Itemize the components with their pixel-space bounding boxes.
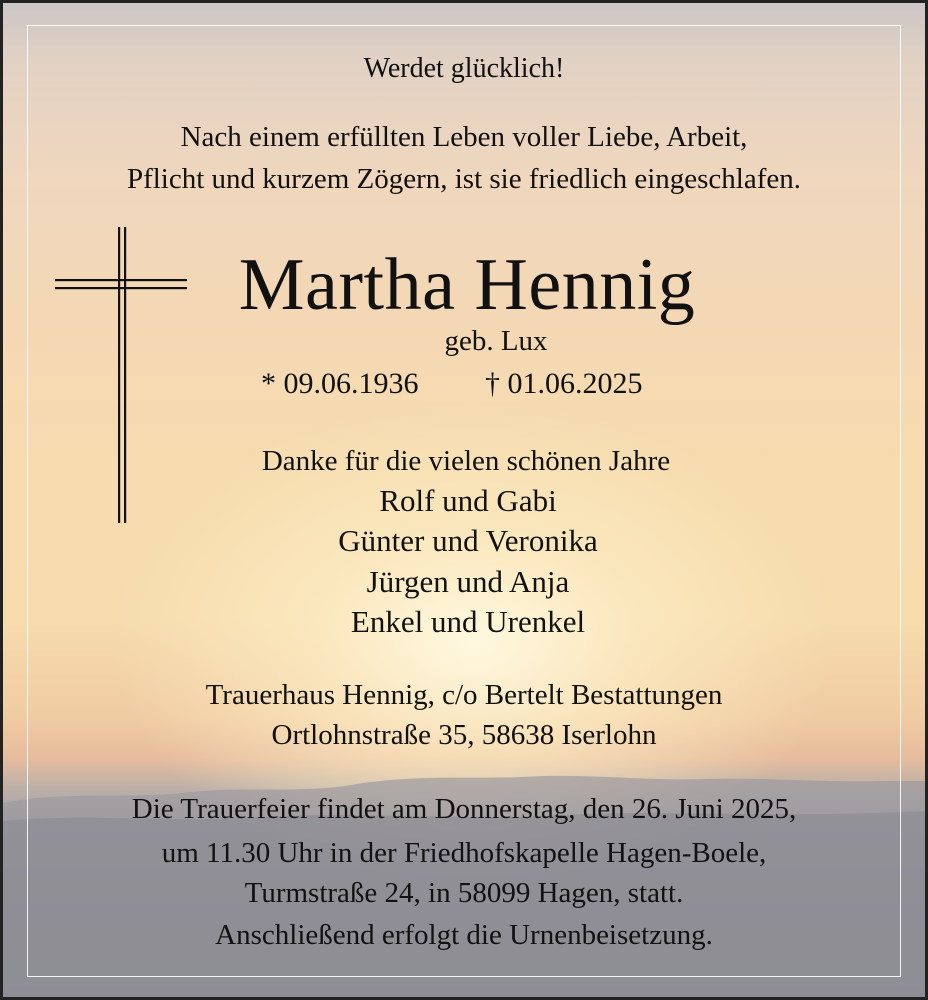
birth-name: geb. Lux [444,325,548,357]
address-line: Trauerhaus Hennig, c/o Bertelt Bestattungen [205,679,723,711]
address-line: Ortlohnstraße 35, 58638 Iserlohn [271,719,657,751]
thanks-line: Danke für die vielen schönen Jahre [261,445,671,477]
birth-date: * 09.06.1936 [261,367,419,400]
death-date: † 01.06.2025 [485,367,643,400]
mourner-line: Rolf und Gabi [379,483,557,518]
funeral-line: Die Trauerfeier findet am Donnerstag, den 26. Juni 2025, [131,793,797,825]
funeral-line: Anschließend erfolgt die Urnenbeisetzung. [215,919,713,951]
deceased-name: Martha Hennig [238,244,696,326]
intro-line: Pflicht und kurzem Zögern, ist sie friedlich eingeschlafen. [126,163,802,195]
motto: Werdet glücklich! [363,53,565,84]
intro-line: Nach einem erfüllten Leben voller Liebe, Arbeit, [180,121,748,153]
funeral-line: um 11.30 Uhr in der Friedhofskapelle Hagen-Boele, [161,837,767,869]
mourner-line: Enkel und Urenkel [350,604,586,639]
funeral-line: Turmstraße 24, in 58099 Hagen, statt. [244,877,684,909]
mourner-line: Jürgen und Anja [366,564,570,599]
mourner-line: Günter und Veronika [338,523,598,558]
